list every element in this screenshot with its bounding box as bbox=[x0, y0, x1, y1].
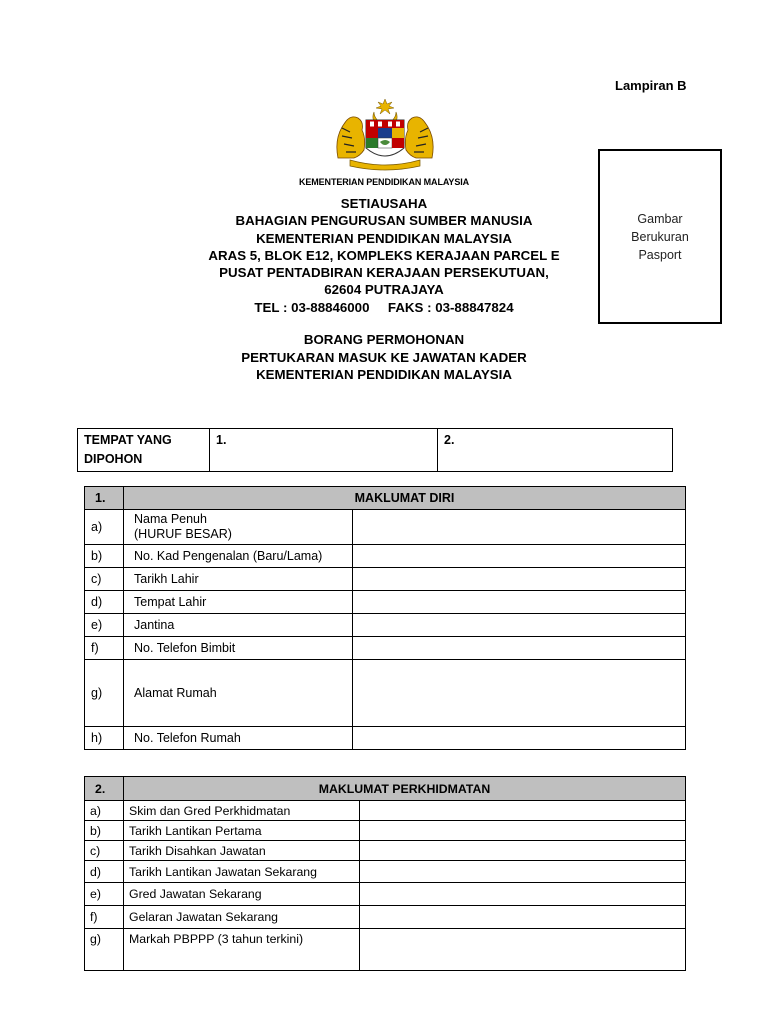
tempat-label-line: TEMPAT YANG bbox=[84, 433, 172, 447]
tempat-choice-2[interactable] bbox=[438, 429, 673, 472]
header-line: BAHAGIAN PENGURUSAN SUMBER MANUSIA bbox=[235, 213, 533, 229]
row-label: Gred Jawatan Sekarang bbox=[124, 883, 360, 906]
table-row bbox=[85, 637, 686, 660]
choice-number: 2. bbox=[444, 433, 455, 447]
input-cell-tarikh-lantikan-sekarang[interactable] bbox=[360, 861, 686, 883]
row-label: Jantina bbox=[124, 614, 353, 637]
row-label: Skim dan Gred Perkhidmatan bbox=[124, 801, 360, 821]
row-key: g) bbox=[85, 929, 124, 971]
row-key: d) bbox=[85, 591, 124, 614]
photo-box-line: Gambar bbox=[637, 211, 683, 226]
row-sublabel-text: (HURUF BESAR) bbox=[134, 527, 232, 541]
table-row bbox=[85, 883, 686, 906]
coat-of-arms-icon bbox=[330, 98, 440, 172]
table-row bbox=[85, 591, 686, 614]
row-label: Tempat Lahir bbox=[124, 591, 353, 614]
header-line: TEL : 03-88846000 FAKS : 03-88847824 bbox=[254, 299, 514, 315]
header-line: KEMENTERIAN PENDIDIKAN MALAYSIA bbox=[256, 230, 512, 246]
row-label: Alamat Rumah bbox=[124, 660, 353, 727]
header-line: ARAS 5, BLOK E12, KOMPLEKS KERAJAAN PARCEL E bbox=[208, 247, 560, 263]
input-cell-nama-penuh[interactable] bbox=[353, 510, 686, 545]
input-cell-tarikh-disahkan[interactable] bbox=[360, 841, 686, 861]
input-cell-tempat-lahir[interactable] bbox=[353, 591, 686, 614]
input-cell-tarikh-lantikan-pertama[interactable] bbox=[360, 821, 686, 841]
row-key: a) bbox=[85, 801, 124, 821]
row-key: a) bbox=[85, 510, 124, 545]
input-cell-tarikh-lahir[interactable] bbox=[353, 568, 686, 591]
input-cell-gred-jawatan[interactable] bbox=[360, 883, 686, 906]
row-label bbox=[124, 510, 353, 545]
row-key: e) bbox=[85, 614, 124, 637]
row-label: No. Kad Pengenalan (Baru/Lama) bbox=[124, 545, 353, 568]
section-number: 2. bbox=[85, 777, 124, 801]
section-title: MAKLUMAT DIRI bbox=[124, 487, 686, 510]
row-key: g) bbox=[85, 660, 124, 727]
photo-box-line: Berukuran bbox=[631, 229, 689, 244]
passport-photo-box[interactable] bbox=[598, 149, 722, 324]
section-title: MAKLUMAT PERKHIDMATAN bbox=[124, 777, 686, 801]
table-row bbox=[85, 727, 686, 750]
row-label: Tarikh Lantikan Pertama bbox=[124, 821, 360, 841]
row-label: Tarikh Lahir bbox=[124, 568, 353, 591]
choice-number: 1. bbox=[216, 433, 227, 447]
table-row bbox=[85, 545, 686, 568]
row-key: e) bbox=[85, 883, 124, 906]
input-cell-markah-pbppp[interactable] bbox=[360, 929, 686, 971]
table-row bbox=[85, 660, 686, 727]
input-cell-kad-pengenalan[interactable] bbox=[353, 545, 686, 568]
input-cell-telefon-bimbit[interactable] bbox=[353, 637, 686, 660]
table-row bbox=[85, 929, 686, 971]
row-key: c) bbox=[85, 841, 124, 861]
section-header bbox=[85, 487, 686, 510]
form-title-line: KEMENTERIAN PENDIDIKAN MALAYSIA bbox=[256, 367, 512, 382]
row-label: Tarikh Disahkan Jawatan bbox=[124, 841, 360, 861]
input-cell-skim-gred[interactable] bbox=[360, 801, 686, 821]
table-row bbox=[85, 841, 686, 861]
table-row bbox=[85, 614, 686, 637]
letterhead bbox=[150, 195, 618, 316]
form-title-line: PERTUKARAN MASUK KE JAWATAN KADER bbox=[241, 349, 527, 365]
lampiran-label: Lampiran B bbox=[615, 78, 687, 93]
row-label: Gelaran Jawatan Sekarang bbox=[124, 906, 360, 929]
input-cell-telefon-rumah[interactable] bbox=[353, 727, 686, 750]
section-header bbox=[85, 777, 686, 801]
table-row bbox=[85, 821, 686, 841]
tempat-label bbox=[78, 429, 210, 472]
row-label: Markah PBPPP (3 tahun terkini) bbox=[124, 929, 360, 971]
row-key: b) bbox=[85, 821, 124, 841]
row-label: No. Telefon Rumah bbox=[124, 727, 353, 750]
table-row bbox=[85, 906, 686, 929]
ministry-caption: KEMENTERIAN PENDIDIKAN MALAYSIA bbox=[298, 177, 470, 187]
header-line: SETIAUSAHA bbox=[340, 196, 428, 211]
tempat-dipohon-table bbox=[77, 428, 673, 472]
row-label: No. Telefon Bimbit bbox=[124, 637, 353, 660]
tempat-label-line: DIPOHON bbox=[84, 452, 143, 466]
table-row bbox=[85, 861, 686, 883]
row-key: f) bbox=[85, 637, 124, 660]
row-key: c) bbox=[85, 568, 124, 591]
row-key: d) bbox=[85, 861, 124, 883]
table-row bbox=[85, 510, 686, 545]
input-cell-gelaran-jawatan[interactable] bbox=[360, 906, 686, 929]
row-key: b) bbox=[85, 545, 124, 568]
section-number: 1. bbox=[85, 487, 124, 510]
header-line: 62604 PUTRAJAYA bbox=[324, 282, 444, 298]
form-title bbox=[150, 331, 618, 384]
form-title-line: BORANG PERMOHONAN bbox=[303, 332, 465, 347]
table-row bbox=[85, 568, 686, 591]
header-line: PUSAT PENTADBIRAN KERAJAAN PERSEKUTUAN, bbox=[219, 265, 549, 281]
input-cell-jantina[interactable] bbox=[353, 614, 686, 637]
tempat-choice-1[interactable] bbox=[210, 429, 438, 472]
row-key: f) bbox=[85, 906, 124, 929]
maklumat-perkhidmatan-table bbox=[84, 776, 686, 971]
maklumat-diri-table bbox=[84, 486, 686, 750]
row-key: h) bbox=[85, 727, 124, 750]
photo-box-line: Pasport bbox=[638, 247, 682, 262]
input-cell-alamat-rumah[interactable] bbox=[353, 660, 686, 727]
row-label: Tarikh Lantikan Jawatan Sekarang bbox=[124, 861, 360, 883]
row-label-text: Nama Penuh bbox=[134, 512, 207, 526]
table-row bbox=[85, 801, 686, 821]
